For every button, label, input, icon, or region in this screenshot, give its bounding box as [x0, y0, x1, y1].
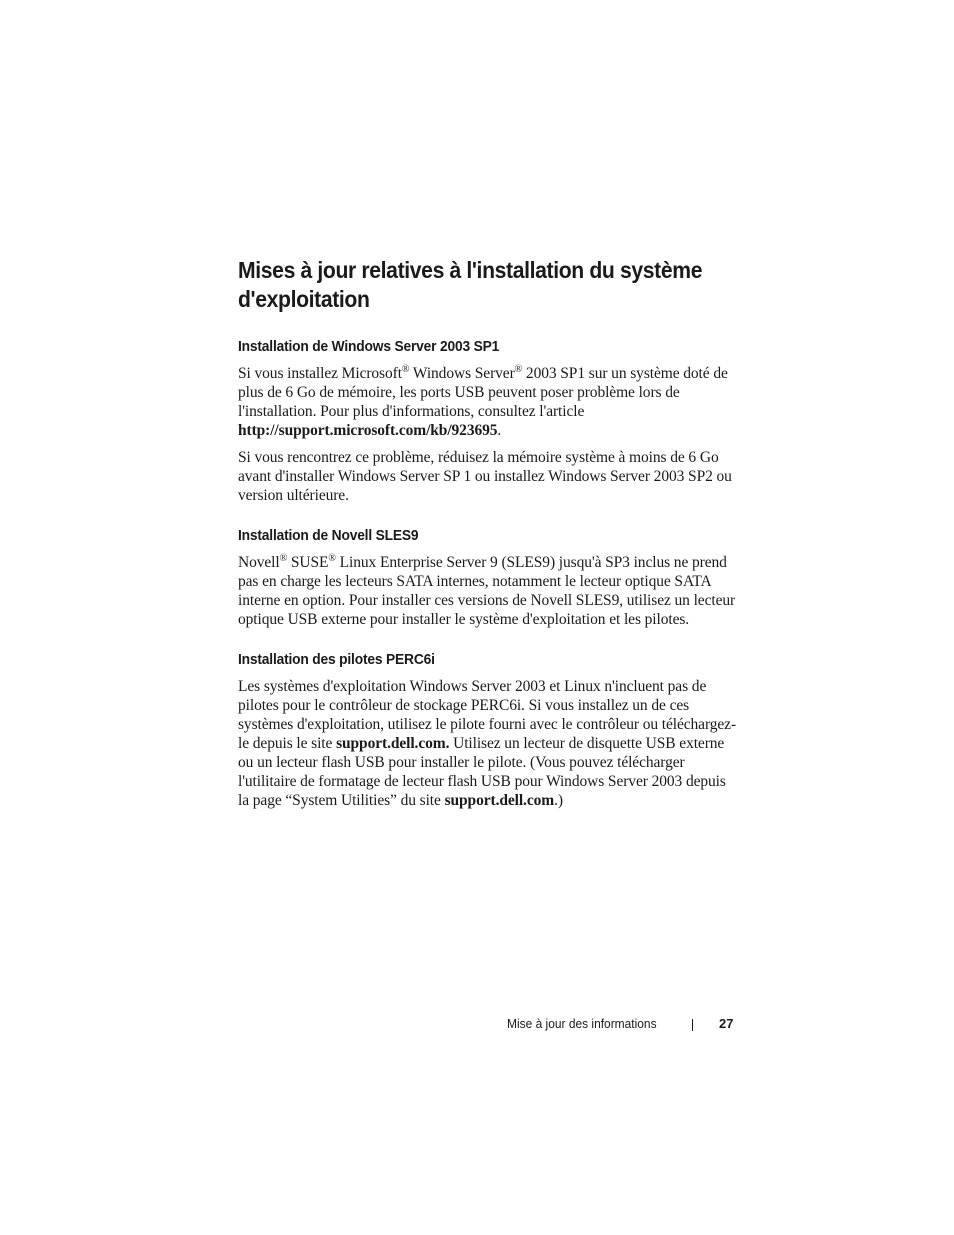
text-run: .) [554, 792, 563, 809]
paragraph-perc6i [238, 677, 738, 810]
section-heading-windows-server: Installation de Windows Server 2003 SP1 [238, 338, 500, 355]
text-run: Linux Enterprise Server 9 (SLES9) jusqu'à SP3 inclus ne prend pas en charge les lecteurs SATA internes, notamment le lecteur optique SATA interne en option. Pour installer ces versions de Novell SLES9, utilisez un lecteur optique USB externe pour installer le système d'exploitation et les pilotes. [238, 554, 736, 628]
registered-mark: ® [401, 363, 410, 375]
section-heading-perc6i: Installation des pilotes PERC6i [238, 651, 435, 668]
text-run: Novell [238, 554, 280, 571]
section-windows-server [238, 338, 738, 505]
footer-label: Mise à jour des informations [507, 1016, 657, 1031]
text-run: Si vous installez Microsoft [238, 365, 402, 382]
registered-mark: ® [279, 552, 288, 564]
dell-support-link[interactable]: support.dell.com [444, 792, 555, 809]
text-run: 2003 SP1 sur un système doté de plus de 6 Go de mémoire, les ports USB peuvent poser problème lors de l'installation. Pour plus d'informations, consultez l'article [238, 365, 728, 420]
dell-support-link[interactable]: support.dell.com. [336, 735, 450, 752]
section-novell [238, 527, 738, 629]
registered-mark: ® [514, 363, 523, 375]
text-run: Utilisez un lecteur de disquette USB externe ou un lecteur flash USB pour installer le pilote. (Vous pouvez télécharger l'utilitaire de formatage de lecteur flash USB pour Windows Server 2003 depuis la page “System Utilities” du site [238, 735, 726, 809]
registered-mark: ® [328, 552, 336, 564]
section-heading-novell: Installation de Novell SLES9 [238, 527, 419, 544]
text-run: . [497, 422, 502, 439]
footer-separator [692, 1019, 693, 1031]
paragraph-novell [238, 553, 738, 629]
page-title: Mises à jour relatives à l'installation du système d'exploitation [238, 257, 703, 312]
microsoft-kb-link[interactable]: http://support.microsoft.com/kb/923695 [238, 422, 498, 439]
paragraph-windows-server-1 [238, 364, 738, 440]
page-number: 27 [719, 1016, 734, 1031]
page-content [238, 256, 738, 832]
text-run: Les systèmes d'exploitation Windows Server 2003 et Linux n'incluent pas de pilotes pour le contrôleur de stockage PERC6i. Si vous installez un de ces systèmes d'exploitation, utilisez le pilote fourni avec le contrôleur ou téléchargez-le depuis le site [238, 678, 737, 752]
text-run: SUSE [287, 554, 329, 571]
text-run: Windows Server [409, 365, 515, 382]
section-perc6i [238, 651, 738, 810]
paragraph-windows-server-2: Si vous rencontrez ce problème, réduisez la mémoire système à moins de 6 Go avant d'installer Windows Server SP 1 ou installez Windows Server 2003 SP2 ou version ultérieure. [238, 449, 732, 504]
page-footer [0, 1016, 954, 1036]
